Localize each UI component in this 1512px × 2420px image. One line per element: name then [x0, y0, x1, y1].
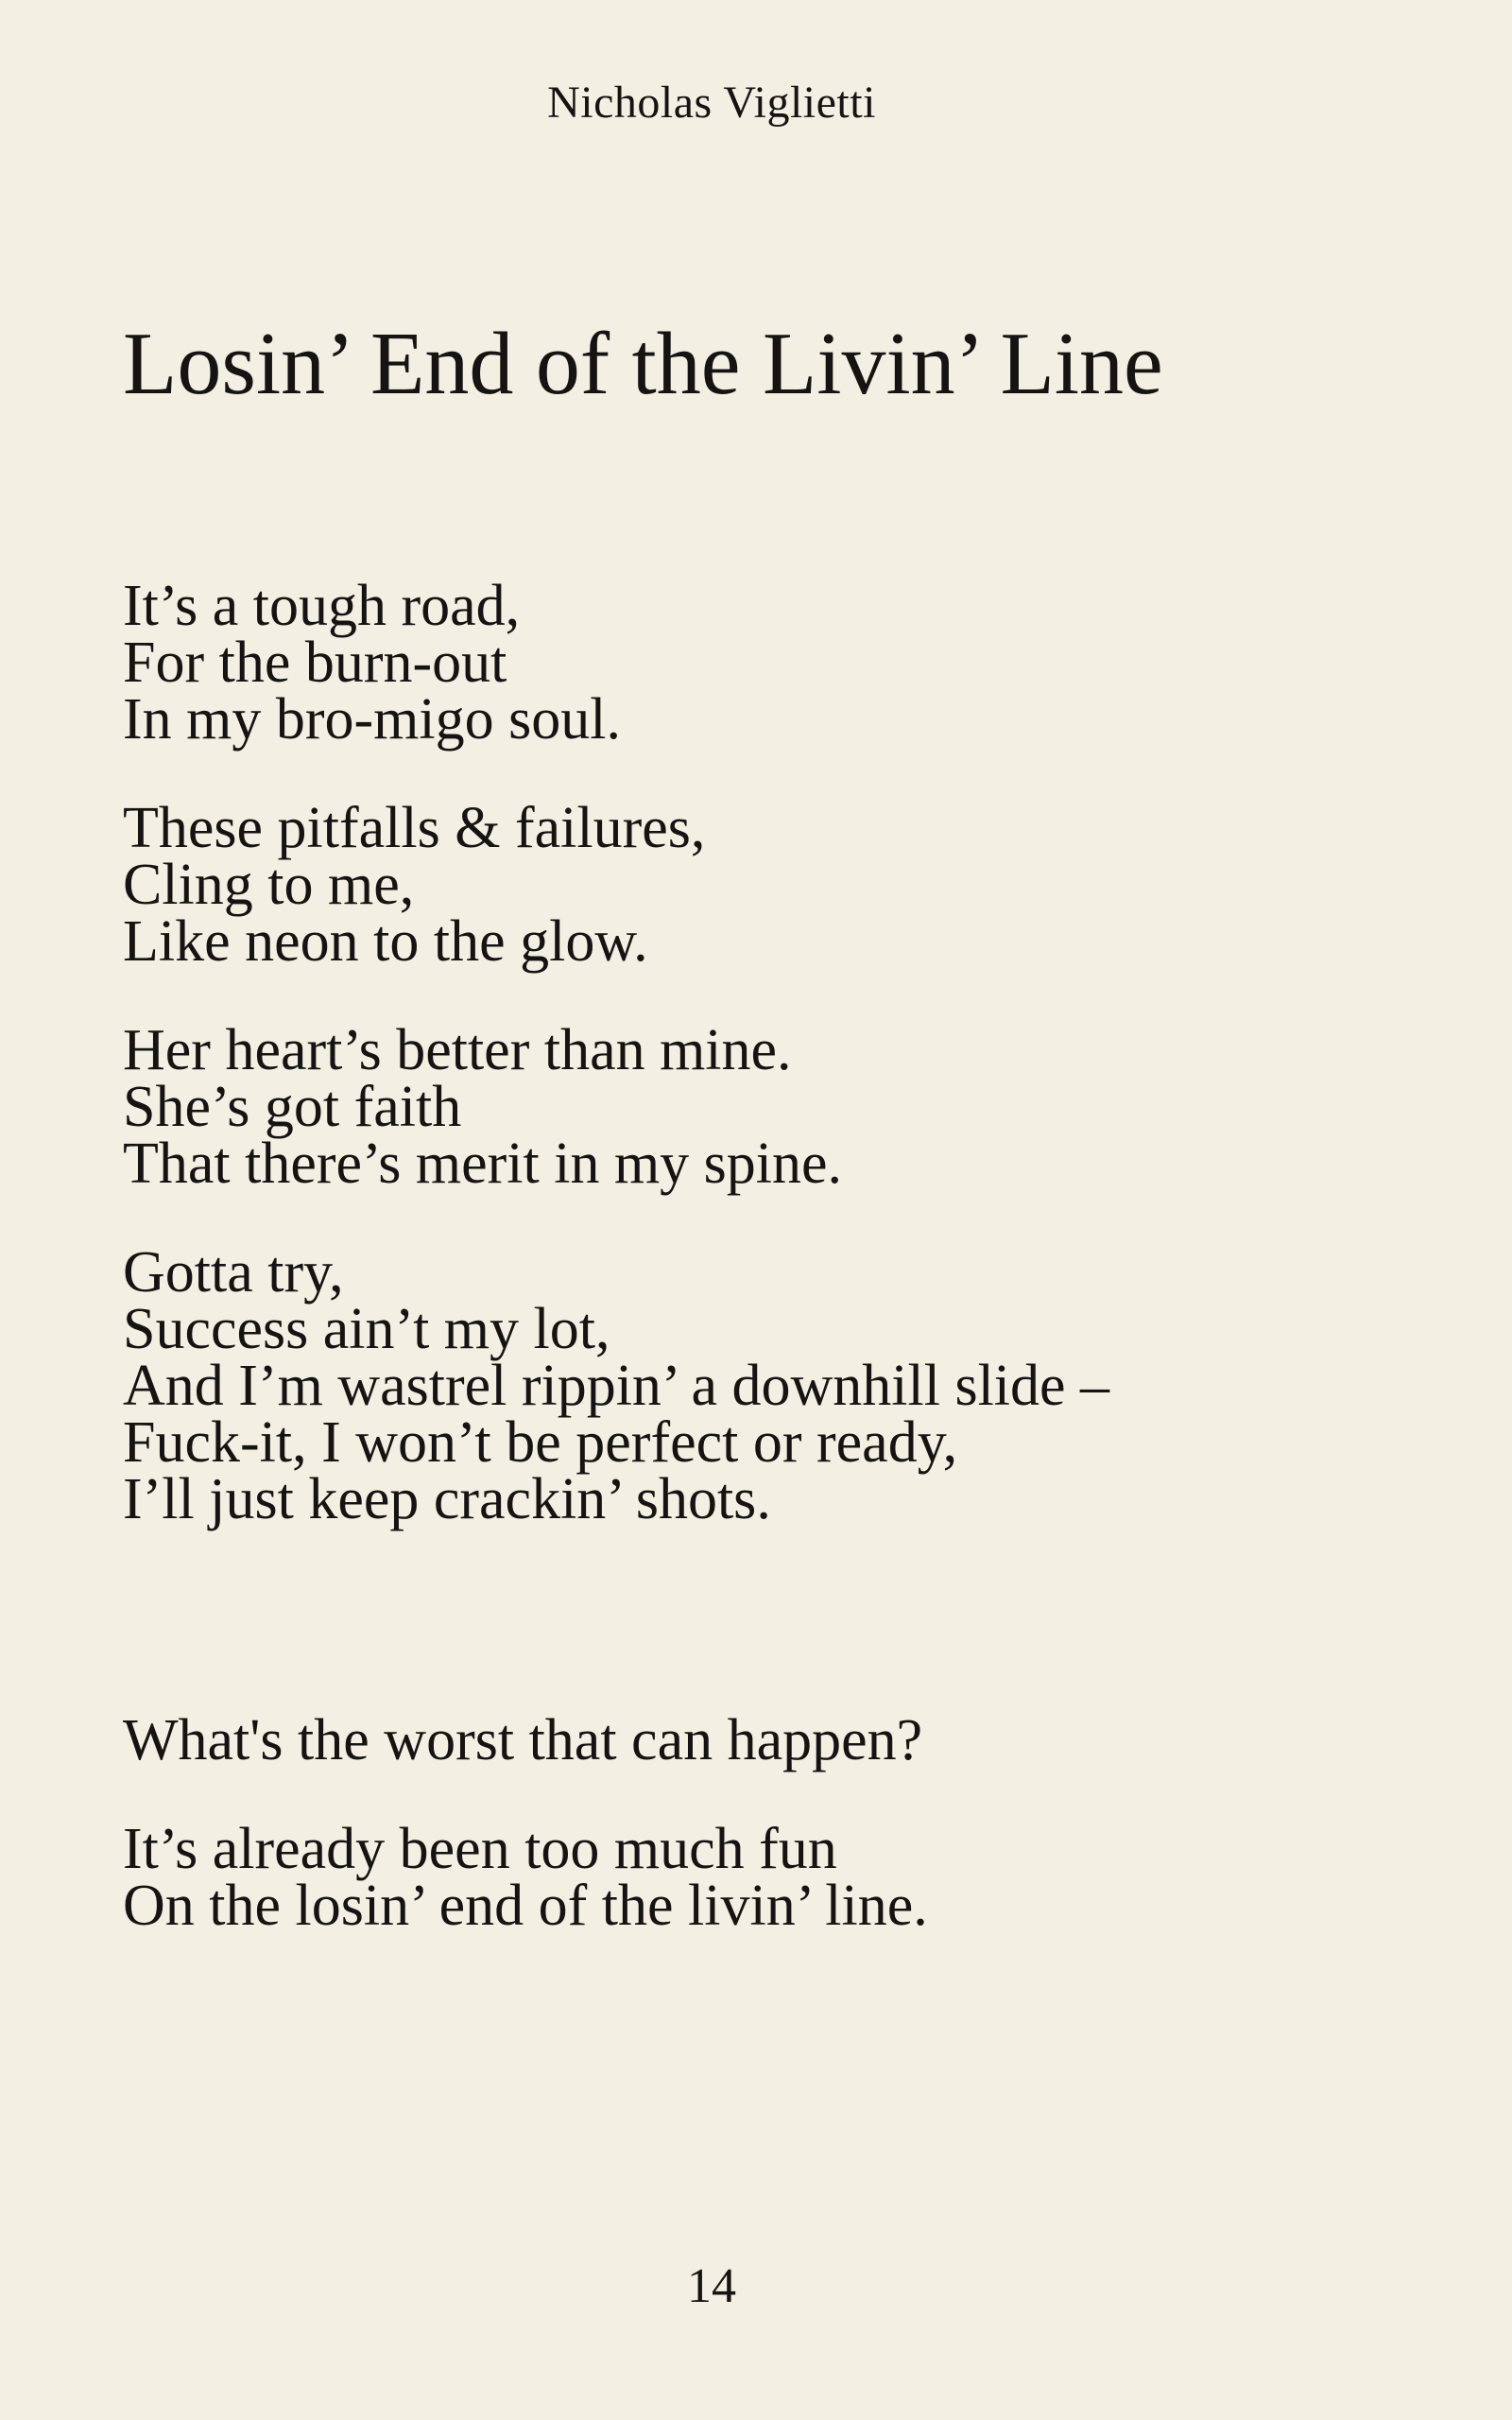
poem-line: These pitfalls & failures,	[123, 796, 706, 860]
poem-line: I’ll just keep crackin’ shots.	[123, 1467, 771, 1531]
poem-line: Cling to me,	[123, 853, 415, 917]
poem-line: She’s got faith	[123, 1075, 462, 1139]
poem-line: On the losin’ end of the livin’ line.	[123, 1874, 928, 1938]
poem-line: Gotta try,	[123, 1240, 344, 1305]
poem-line: It’s a tough road,	[123, 574, 521, 638]
poem-line: That there’s merit in my spine.	[123, 1132, 843, 1196]
poem-title: Losin’ End of the Livin’ Line	[123, 315, 1163, 413]
stanza	[123, 796, 1300, 974]
stanza	[123, 1708, 1300, 1772]
poem-line: Her heart’s better than mine.	[123, 1018, 792, 1082]
poem-line: And I’m wastrel rippin’ a downhill slide –	[123, 1354, 1110, 1418]
poem-line: For the burn-out	[123, 631, 507, 695]
poem-line: What's the worst that can happen?	[123, 1708, 923, 1772]
page-content	[0, 78, 1300, 1938]
poem-line: Success ain’t my lot,	[123, 1297, 610, 1361]
author-name: Nicholas Viglietti	[547, 78, 876, 128]
poem-line: In my bro-migo soul.	[123, 687, 621, 752]
stanza	[123, 1018, 1300, 1196]
poem-line: Fuck-it, I won’t be perfect or ready,	[123, 1410, 958, 1475]
poem-body	[123, 574, 1300, 1938]
poem-line: It’s already been too much fun	[123, 1817, 837, 1881]
poem-line: Like neon to the glow.	[123, 909, 648, 974]
stanza	[123, 1817, 1300, 1938]
stanza	[123, 1240, 1300, 1531]
page-number: 14	[687, 2259, 736, 2313]
stanza	[123, 574, 1300, 752]
